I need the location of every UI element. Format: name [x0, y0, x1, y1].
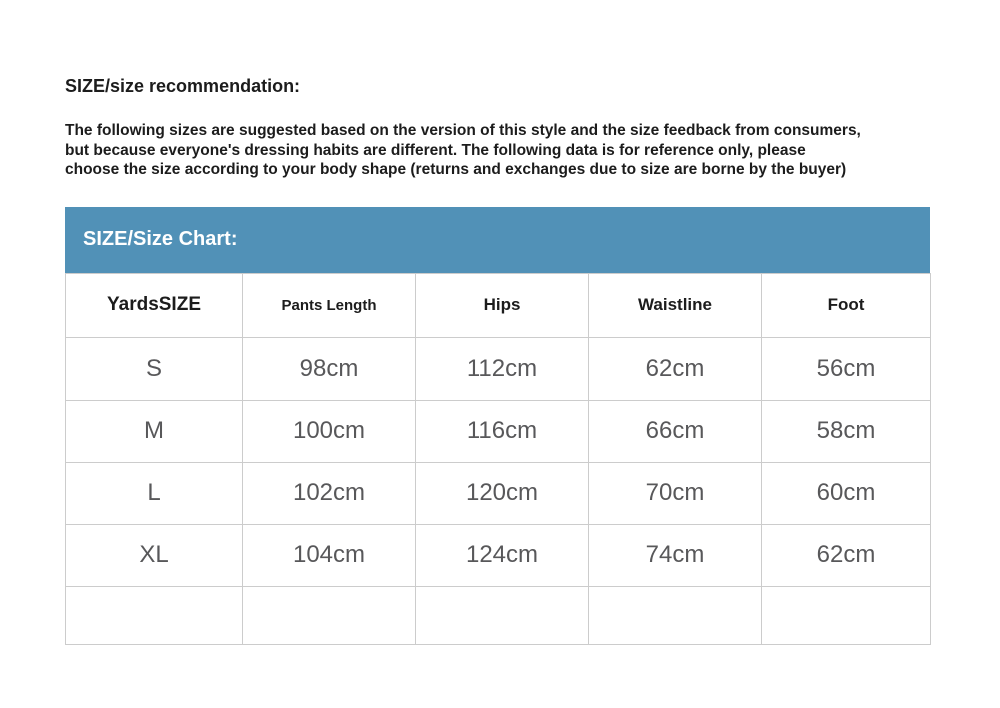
table-row-s: [66, 337, 931, 400]
cell-hips: 124cm: [416, 524, 589, 586]
size-chart-section: [65, 207, 930, 645]
size-chart-header: SIZE/Size Chart:: [65, 207, 930, 273]
cell-waistline: 74cm: [589, 524, 762, 586]
cell-empty: [66, 586, 243, 644]
recommendation-line-3: choose the size according to your body shape (returns and exchanges due to size are borne by the buyer): [65, 161, 847, 178]
recommendation-line-2: but because everyone's dressing habits are different. The following data is for reference only, please: [65, 141, 806, 159]
cell-foot: 56cm: [762, 337, 931, 400]
size-table: [65, 273, 931, 645]
column-header-hips: Hips: [416, 273, 589, 337]
cell-waistline: 62cm: [589, 337, 762, 400]
table-row-m: [66, 400, 931, 462]
cell-waistline: 70cm: [589, 462, 762, 524]
cell-pants-length: 104cm: [243, 524, 416, 586]
cell-size: S: [66, 337, 243, 400]
cell-pants-length: 100cm: [243, 400, 416, 462]
table-row-l: [66, 462, 931, 524]
cell-pants-length: 102cm: [243, 462, 416, 524]
recommendation-text: [65, 121, 935, 180]
table-row-empty: [66, 586, 931, 644]
cell-empty: [416, 586, 589, 644]
cell-waistline: 66cm: [589, 400, 762, 462]
cell-hips: 112cm: [416, 337, 589, 400]
cell-empty: [589, 586, 762, 644]
cell-empty: [762, 586, 931, 644]
column-header-foot: Foot: [762, 273, 931, 337]
recommendation-heading: SIZE/size recommendation:: [65, 76, 301, 96]
cell-foot: 62cm: [762, 524, 931, 586]
column-header-waistline: Waistline: [589, 273, 762, 337]
cell-empty: [243, 586, 416, 644]
cell-size: L: [66, 462, 243, 524]
cell-size: M: [66, 400, 243, 462]
column-header-yards-size: YardsSIZE: [66, 273, 243, 337]
cell-hips: 116cm: [416, 400, 589, 462]
recommendation-line-1: The following sizes are suggested based on the version of this style and the size feedback from consumers,: [65, 122, 861, 139]
table-header-row: [66, 273, 931, 337]
cell-foot: 58cm: [762, 400, 931, 462]
cell-size: XL: [66, 524, 243, 586]
cell-hips: 120cm: [416, 462, 589, 524]
cell-pants-length: 98cm: [243, 337, 416, 400]
table-row-xl: [66, 524, 931, 586]
column-header-pants-length: Pants Length: [243, 273, 416, 337]
cell-foot: 60cm: [762, 462, 931, 524]
